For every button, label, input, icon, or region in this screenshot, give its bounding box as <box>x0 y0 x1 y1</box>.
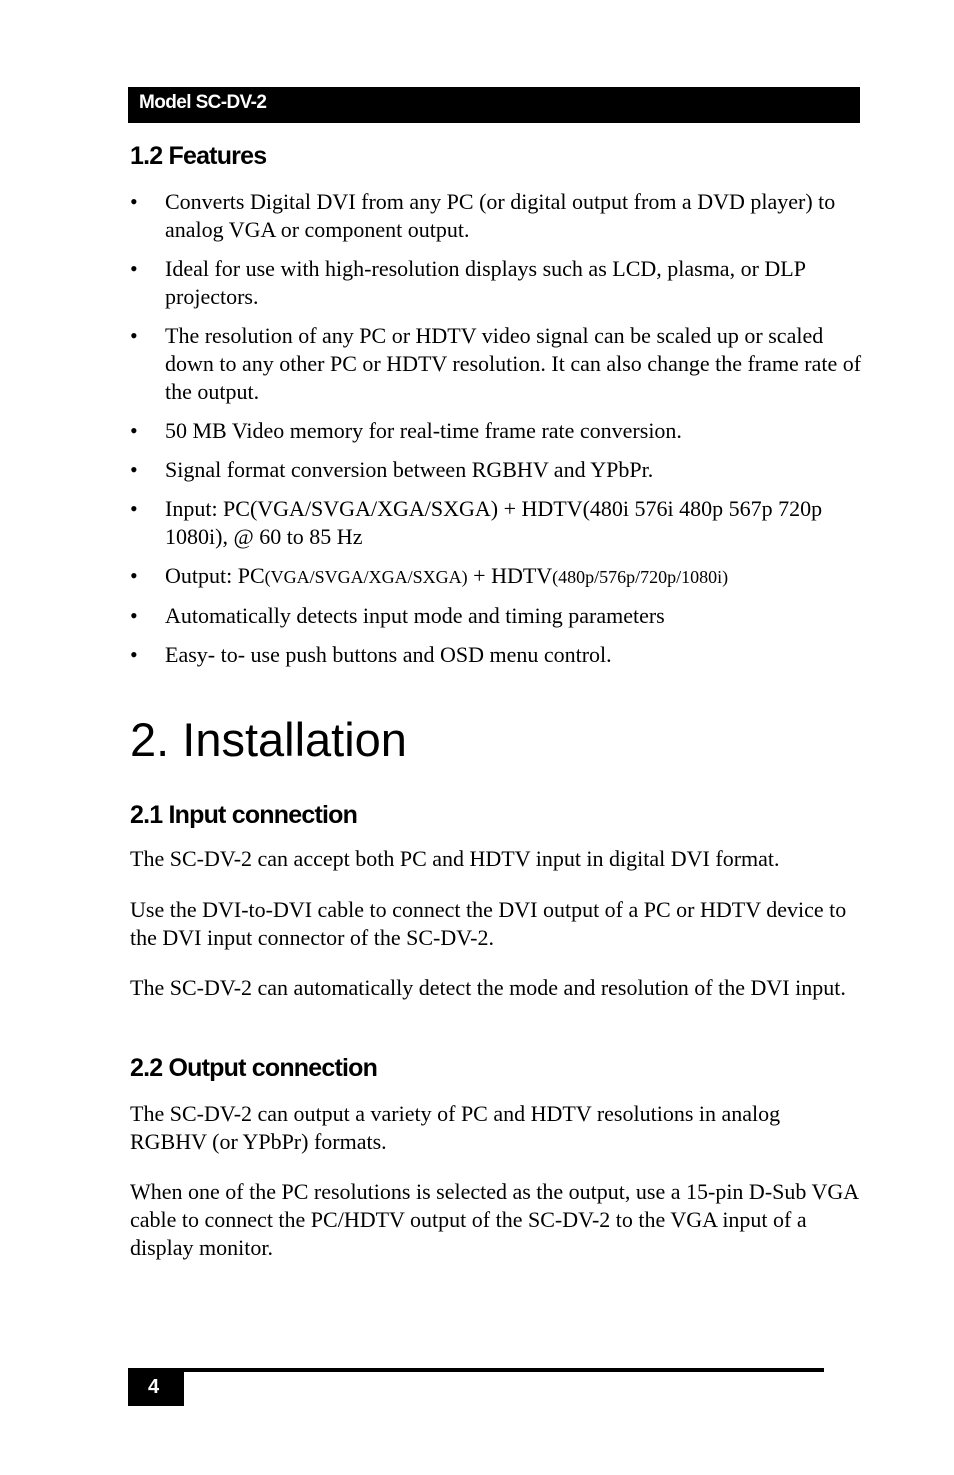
list-item-text: Ideal for use with high-resolution displays such as LCD, plasma, or DLP projectors. <box>165 256 806 309</box>
list-item-text: 50 MB Video memory for real-time frame rate conversion. <box>165 418 682 443</box>
list-item-text: The resolution of any PC or HDTV video signal can be scaled up or scaled down to any other PC or HDTV resolution. It can also change the frame rate of the output. <box>165 323 862 404</box>
output-connection-heading: 2.2 Output connection <box>130 1054 378 1082</box>
list-item <box>0 417 875 445</box>
list-item <box>0 322 875 406</box>
bullet-icon: • <box>130 323 138 348</box>
paragraph: The SC-DV-2 can output a variety of PC and HDTV resolutions in analog RGBHV (or YPbPr) formats. <box>130 1101 781 1154</box>
bullet-icon: • <box>130 418 138 443</box>
features-list <box>0 188 954 680</box>
bullet-icon: • <box>130 457 138 482</box>
list-item <box>0 602 875 630</box>
list-item <box>0 255 875 311</box>
bullet-icon: • <box>130 496 138 521</box>
page-number: 4 <box>148 1376 160 1398</box>
list-item-text-prefix: Output: PC <box>165 563 265 588</box>
features-heading: 1.2 Features <box>130 142 267 170</box>
list-item <box>0 495 875 551</box>
list-item-text: Automatically detects input mode and timing parameters <box>165 603 665 628</box>
bullet-icon: • <box>130 603 138 628</box>
list-item-text: Signal format conversion between RGBHV and YPbPr. <box>165 457 654 482</box>
list-item <box>0 456 875 484</box>
list-item <box>0 188 875 244</box>
running-header <box>128 87 860 123</box>
input-connection-heading: 2.1 Input connection <box>130 801 358 829</box>
list-item-text: Input: PC(VGA/SVGA/XGA/SXGA) + HDTV(480i 576i 480p 567p 720p 1080i), @ 60 to 85 Hz <box>165 496 823 549</box>
bullet-icon: • <box>130 563 138 588</box>
header-model-title: Model SC-DV-2 <box>139 92 267 113</box>
paragraph: Use the DVI-to-DVI cable to connect the DVI output of a PC or HDTV device to the DVI input connector of the SC-DV-2. <box>130 897 847 950</box>
paragraph: The SC-DV-2 can accept both PC and HDTV input in digital DVI format. <box>130 846 780 871</box>
list-item-text: Easy- to- use push buttons and OSD menu control. <box>165 642 612 667</box>
installation-heading: 2. Installation <box>130 713 407 766</box>
page-number-box <box>128 1370 184 1406</box>
list-item-text-prefix: + HDTV <box>467 563 553 588</box>
bullet-icon: • <box>130 189 138 214</box>
bullet-icon: • <box>130 256 138 281</box>
list-item-text: Converts Digital DVI from any PC (or digital output from a DVD player) to analog VGA or component output. <box>165 189 836 242</box>
bullet-icon: • <box>130 642 138 667</box>
paragraph: When one of the PC resolutions is selected as the output, use a 15-pin D-Sub VGA cable to connect the PC/HDTV output of the SC-DV-2 to the VGA input of a display monitor. <box>130 1179 858 1260</box>
paragraph: The SC-DV-2 can automatically detect the mode and resolution of the DVI input. <box>130 975 846 1000</box>
footer-rule <box>128 1368 824 1372</box>
list-item <box>0 562 875 591</box>
list-item-text-small: (VGA/SVGA/XGA/SXGA) <box>264 567 468 587</box>
list-item <box>0 641 875 669</box>
list-item-text-small: (480p/576p/720p/1080i) <box>552 567 729 587</box>
